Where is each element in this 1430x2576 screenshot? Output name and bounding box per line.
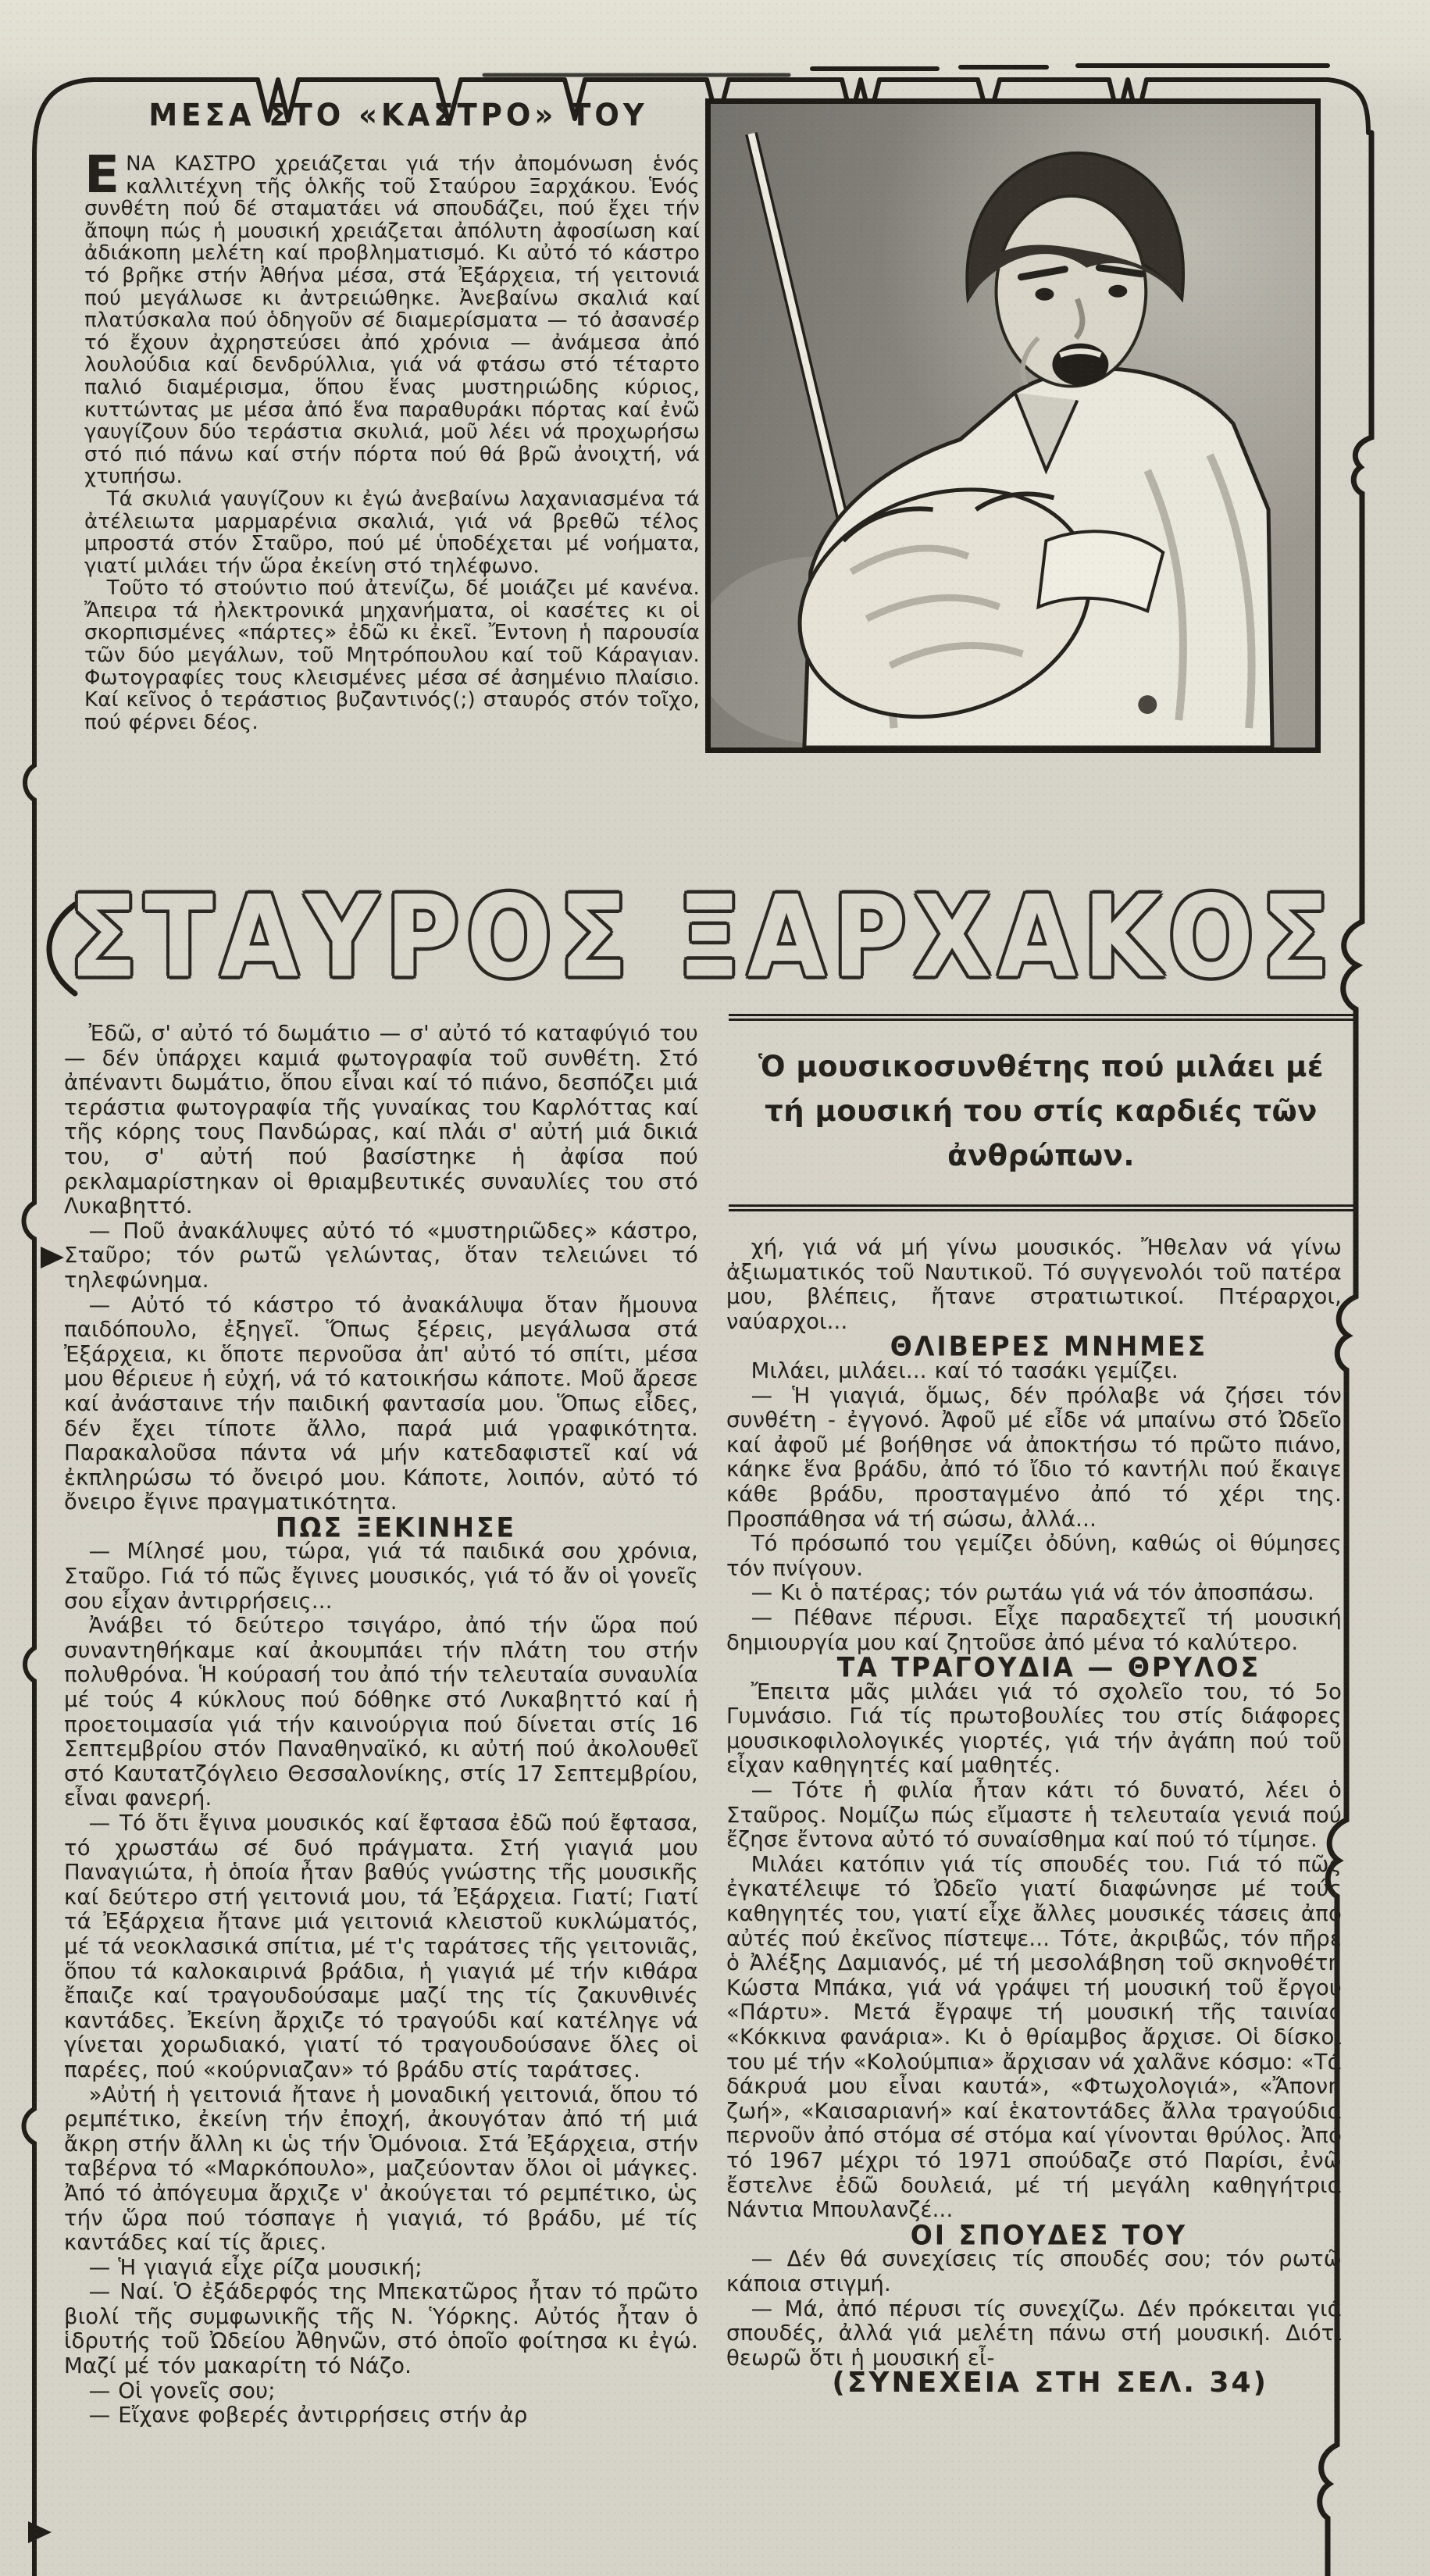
body-paragraph: — Ποῦ ἀνακάλυψες αὐτό τό «μυστηριῶδες» κάστρο, Σταῦρο; τόν ρωτῶ γελώντας, ὅταν τελειώνει τό τηλεφώνημα. (64, 1218, 698, 1293)
body-paragraph: — Οἱ γονεῖς σου; (88, 2378, 276, 2403)
body-paragraph: Τό πρόσωπό του γεμίζει ὀδύνη, καθώς οἱ θύμησες τόν πνίγουν. (726, 1531, 1342, 1581)
intro-paragraph: Τά σκυλιά γαυγίζουν κι ἐγώ ἀνεβαίνω λαχανιασμένα τά ἀτέλειωτα μαρμαρένια σκαλιά, γιά νά βρεθῶ τέλος μπροστά στόν Σταῦρο, πού μέ ὑποδέχεται μέ νοήματα, γιατί μιλάει τήν ὥρα ἐκείνη στό τηλέφωνο. (84, 487, 700, 578)
body-paragraph: Μιλάει, μιλάει... καί τό τασάκι γεμίζει. (751, 1358, 1179, 1383)
body-paragraph: — Ναί. Ὁ ἐξάδερφός της Μπεκατῶρος ἦταν τό πρῶτο βιολί τῆς συμφωνικῆς τῆς Ν. Ὑόρκης. Αὐτός ἦταν ὁ ἱδρυτής τοῦ Ὠδείου Ἀθηνῶν, στό ὁποῖο φοίτησα κι ἐγώ. Μαζί μέ τόν μακαρίτη τό Νάζο. (64, 2279, 698, 2379)
conductor-illustration (711, 104, 1315, 747)
body-paragraph: — Τότε ἡ φιλία ἦταν κάτι τό δυνατό, λέει ὁ Σταῦρος. Νομίζω πώς εἴμαστε ἡ τελευταία γενιά πού ἔζησε ἔντονα αὐτό τό συναίσθημα καί πού τό τίμησε. (726, 1778, 1342, 1853)
body-paragraph: Ἔπειτα μᾶς μιλάει γιά τό σχολεῖο του, τό 5ο Γυμνάσιο. Γιά τίς πρωτοβουλίες του στίς διάφορες μουσικοφιλολογικές γιορτές, γιά τήν ἀγάπη πού τοῦ εἶχαν καθηγητές καί μαθητές. (726, 1679, 1342, 1779)
article-title: ΣΤΑΥΡΟΣ ΞΑΡΧΑΚΟΣ (69, 872, 1337, 1003)
body-paragraph: — Δέν θά συνεχίσεις τίς σπουδές σου; τόν ρωτῶ κάποια στιγμή. (726, 2246, 1342, 2296)
section-heading: ΠΩΣ ΞΕΚΙΝΗΣΕ (275, 1511, 517, 1543)
photo-conductor (705, 98, 1321, 753)
section-heading: ΟΙ ΣΠΟΥΔΕΣ ΤΟΥ (910, 2218, 1188, 2251)
continuation-notice: (ΣΥΝΕΧΕΙΑ ΣΤΗ ΣΕΛ. 34) (832, 2367, 1268, 2399)
section-heading: ΘΛΙΒΕΡΕΣ ΜΝΗΜΕΣ (890, 1330, 1208, 1363)
body-paragraph: — Μά, ἀπό πέρυσι τίς συνεχίζω. Δέν πρόκειται γιά σπουδές, ἀλλά γιά μελέτη πάνω στή μουσική. Διότι θεωρῶ ὅτι ἡ μουσική εἶ- (726, 2296, 1342, 2371)
body-paragraph: — Πέθανε πέρυσι. Εἶχε παραδεχτεῖ τή μουσική δημιουργία μου καί ζητοῦσε ἀπό μένα τό καλύτερο. (726, 1604, 1342, 1655)
body-paragraph: — Τό ὅτι ἔγινα μουσικός καί ἔφτασα ἐδῶ πού ἔφτασα, τό χρωστάω σέ δυό πράγματα. Στή γιαγιά μου Παναγιώτα, ἡ ὁποία ἦταν βαθύς γνώστης τῆς μουσικῆς καί δεύτερο στή γειτονιά μου, τά Ἐξάρχεια. Γιατί; Γιατί τά Ἐξάρχεια ἤτανε μιά γειτονιά κλειστοῦ κυκλώματός, μέ τά νεοκλασικά σπίτια, μέ τ'ς ταράτσες τῆς γειτονιᾶς, ὅπου τά καλοκαιρινά βράδια, ἡ γιαγιά μέ τήν κιθάρα ἔπαιζε καί τραγουδούσαμε μαζί της τίς ζακυνθινές καντάδες. Ἐκείνη ἄρχιζε τό τραγούδι καί κατέληγε νά γίνεται χορωδιακό, γιατί τό τραγουδούσανε ὅλες οἱ παρέες, πού «κούρνιαζαν» τό βράδυ στίς ταράτσες. (64, 1811, 698, 2082)
body-paragraph: — Ἡ γιαγιά, ὅμως, δέν πρόλαβε νά ζήσει τόν συνθέτη - ἐγγονό. Ἀφοῦ μέ εἶδε νά μπαίνω στό Ὠδεῖο καί ἀφοῦ μέ βοήθησε νά ἀποκτήσω τό πρῶτο πιάνο, κάηκε ἕνα βράδυ, ἀπό τό ἴδιο τό καντήλι πού ἔκαιγε κάθε βράδυ, προσταγμένο ἀπό τό χέρι της. Προσπάθησα νά τή σώσω, ἀλλά... (726, 1383, 1342, 1532)
body-paragraph: Μιλάει κατόπιν γιά τίς σπουδές του. Γιά τό πῶς ἐγκατέλειψε τό Ὠδεῖο γιατί διαφώνησε μέ τούς καθηγητές του, γιατί εἶχε ἄλλες μουσικές τάσεις ἀπό αὐτές πού ἐκεῖνος πίστεψε... Τότε, ἀκριβῶς, τόν πῆρε ὁ Ἀλέξης Δαμιανός, μέ τή μεσολάβηση τοῦ σκηνοθέτη Κώστα Μπάκα, γιά νά γράψει τή μουσική τοῦ ἔργου «Πάρτυ». Μετά ἔγραψε τή μουσική τῆς ταινίας «Κόκκινα φανάρια». Κι ὁ θρίαμβος ἄρχισε. Οἱ δίσκοι του μέ τήν «Κολούμπια» ἄρχισαν νά χαλᾶνε κόσμο: «Τά δάκρυά μου εἶναι καυτά», «Φτωχολογιά», «Ἄπονη ζωή», «Καισαριανή» καί ἑκατοντάδες ἄλλα τραγούδια περνοῦν ἀπό στόμα σέ στόμα καί γίνονται θρύλος. Ἀπό τό 1967 μέχρι τό 1971 σπούδαζε στό Παρίσι, ἐνῶ ἔστελνε ἐδῶ δουλειά, μέ τή μεγάλη καθηγήτρια Νάντια Μπουλανζέ... (726, 1851, 1342, 2223)
body-paragraph: — Κι ὁ πατέρας; τόν ρωτάω γιά νά τόν ἀποσπάσω. (751, 1580, 1314, 1606)
body-paragraph: — Αὐτό τό κάστρο τό ἀνακάλυψα ὅταν ἤμουνα παιδόπουλο, ἐξηγεῖ. Ὅπως ξέρεις, μεγάλωσα στά Ἐξάρχεια, κι ὅποτε περνοῦσα ἀπ' αὐτό τό σπίτι, μέσα μου θέριευε ἡ εὐχή, νά τό κατοικήσω κάποτε. Μοῦ ἄρεσε καί ἀνάσταινε τήν παιδική φαντασία μου. Ὅπως εἶδες, δέν ἔχει τίποτε ἄλλο, παρά μιά γραφικότητα. Παρακαλοῦσα πάντα νά μήν κατεδαφιστεῖ καί νά ἐκπληρώσω τό ὄνειρό μου. Κάποτε, λοιπόν, αὐτό τό ὄνειρο ἔγινε πραγματικότητα. (64, 1292, 698, 1515)
dropcap: Ε (84, 144, 120, 205)
body-paragraph: — Εἴχανε φοβερές ἀντιρρήσεις στήν ἀρ (88, 2403, 528, 2428)
intro-paragraph: Τοῦτο τό στούντιο πού ἀτενίζω, δέ μοιάζει μέ κανένα. Ἄπειρα τά ἠλεκτρονικά μηχανήματα, οἱ κασέτες κι οἱ σκορπισμένες «πάρτες» ἐδῶ κι ἐκεῖ. Ἔντονη ἡ παρουσία τῶν δύο μεγάλων, τοῦ Μητρόπουλου καί τοῦ Κάραγιαν. Φωτογραφίες τους κλεισμένες μέσα σέ ἀσημένιο πλαίσιο. Καί κεῖνος ὁ τεράστιος βυζαντινός(;) σταυρός στόν τοῖχο, πού φέρνει δέος. (84, 576, 700, 734)
body-paragraph: »Αὐτή ἡ γειτονιά ἤτανε ἡ μοναδική γειτονιά, ὅπου τό ρεμπέτικο, ἐκείνη τήν ἐποχή, ἀκουγόταν ἀπό τή μιά ἄκρη στήν ἄλλη κι ὡς τήν Ὁμόνοια. Στά Ἐξάρχεια, στήν ταβέρνα τό «Μαρκόπουλο», μαζεύονταν ὅλοι οἱ μάγκες. Ἀπό τό ἀπόγευμα ἄρχιζε ν' ἀκούγεται τό ρεμπέτικο, ὡς τήν ὥρα πού τόσπαγε ἡ γιαγιά, τό βράδυ, μέ τίς καντάδες καί τίς ἄριες. (64, 2082, 698, 2256)
body-paragraph: χή, γιά νά μή γίνω μουσικός. Ἤθελαν νά γίνω ἀξιωματικός τοῦ Ναυτικοῦ. Τό συγγενολόι τοῦ πατέρα μου, βλέπεις, ἤτανε στρατιωτικοί. Πτέραρχοι, ναύαρχοι... (726, 1236, 1342, 1334)
intro-paragraph: ΕΝΑ ΚΑΣΤΡΟ χρειάζεται γιά τήν ἀπομόνωση ἑνός καλλιτέχνη τῆς ὁλκῆς τοῦ Σταύρου Ξαρχάκου. Ἑνός συνθέτη πού δέ σταματάει νά σπουδάζει, πού ἔχει τήν ἄποψη πώς ἡ μουσική χρειάζεται ἀπόλυτη ἀφοσίωση καί ἀδιάκοπη μελέτη καί προβληματισμό. Κι αὐτό τό κάστρο τό βρῆκε στήν Ἀθήνα μέσα, στά Ἐξάρχεια, τή γειτονιά πού μεγάλωσε κι ἀντρειώθηκε. Ἀνεβαίνω σκαλιά καί πλατύσκαλα πού ὁδηγοῦν σέ διαμερίσματα — τό ἀσανσέρ τό ἔχουν ἀχρηστεύσει ἀπό χρόνια — ἀνάμεσα ἀπό λουλούδια καί δενδρύλλια, γιά νά φτάσω στό τέταρτο παλιό διαμέρισμα, ὅπου ἕνας μυστηριώδης κύριος, κυττώντας με μέσα ἀπό ἕνα παραθυράκι πόρτας καί ἐνῶ γαυγίζουν δύο τεράστια σκυλιά, μοῦ λέει νά προχωρήσω στό πιό πάνω καί στήν πόρτα πού θά βρῶ ἀνοιχτή, νά χτυπήσω. (84, 144, 700, 489)
right-column (726, 1236, 1342, 2576)
kicker-headline: ΜΕΣΑ ΣΤΟ «ΚΑΣΤΡΟ» ΤΟΥ (148, 97, 648, 134)
body-paragraph: — Μίλησέ μου, τώρα, γιά τά παιδικά σου χρόνια, Σταῦρο. Γιά τό πῶς ἔγινες μουσικός, γιά τό ἄν οἱ γονεῖς σου εἶχαν ἀντιρρήσεις... (64, 1539, 698, 1614)
left-column (64, 1022, 698, 2576)
section-heading: ΤΑ ΤΡΑΓΟΥΔΙΑ — ΘΡΥΛΟΣ (836, 1651, 1261, 1684)
intro-column (84, 144, 700, 734)
pull-quote: Ὁ μουσικοσυνθέτης πού μιλάει μέ τή μουσική του στίς καρδιές τῶν ἀνθρώπων. (729, 1014, 1353, 1211)
body-paragraph: — Ἡ γιαγιά εἶχε ρίζα μουσική; (88, 2254, 423, 2280)
body-paragraph: Ἐδῶ, σ' αὐτό τό δωμάτιο — σ' αὐτό τό καταφύγιό του — δέν ὑπάρχει καμιά φωτογραφία τοῦ συνθέτη. Στό ἀπέναντι δωμάτιο, ὅπου εἶναι καί τό πιάνο, δεσπόζει μιά τεράστια φωτογραφία τῆς γυναίκας του Καρλόττας καί τῆς κόρης τους Πανδώρας, καί πλάι σ' αὐτή μιά δικιά του, σ' αὐτή πού βασίστηκε ἡ ἀφίσα πού ρεκλαμαρίστηκαν οἱ θριαμβευτικές συναυλίες του στό Λυκαβηττό. (64, 1022, 698, 1219)
body-paragraph: Ἀνάβει τό δεύτερο τσιγάρο, ἀπό τήν ὥρα πού συναντηθήκαμε καί ἀκουμπάει τήν πλάτη του στήν πολυθρόνα. Ἡ κούρασή του ἀπό τήν τελευταία συναυλία μέ τούς 4 κύκλους πού δόθηκε στό Λυκαβηττό καί ἡ προετοιμασία γιά τήν καινούργια πού δίνεται στίς 16 Σεπτεμβρίου στόν Παναθηναϊκό, κι αὐτή πού ἀκολουθεῖ στό Καυτατζόγλειο Θεσσαλονίκης, στίς 17 Σεπτεμβρίου, εἶναι φανερή. (64, 1613, 698, 1811)
